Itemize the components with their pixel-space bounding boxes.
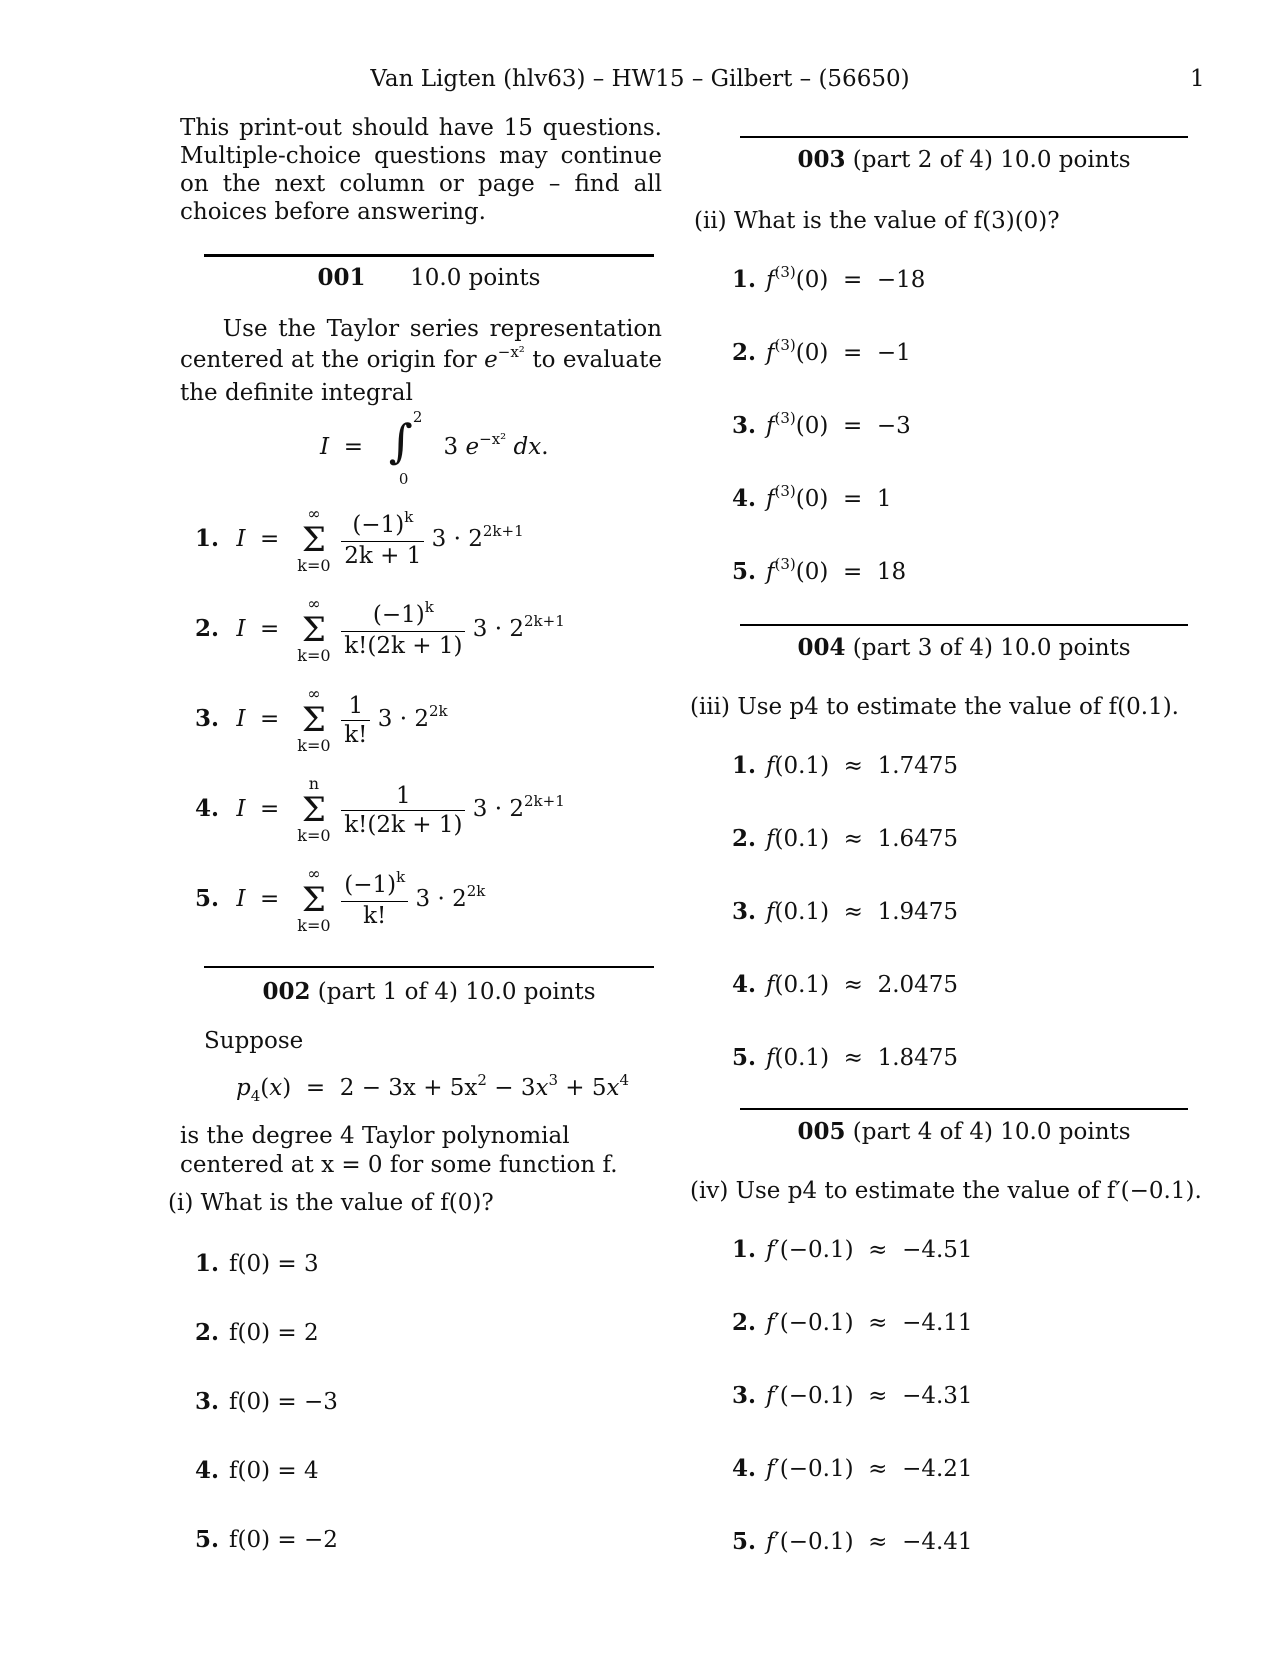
q001-text-2: to evaluate the definite integral <box>180 347 662 406</box>
q002-choice-5[interactable]: 5. f(0) = −2 <box>195 1526 338 1553</box>
q002-desc: is the degree 4 Taylor polynomial centered at x = 0 for some function f. <box>180 1123 618 1178</box>
q005-choice-5[interactable]: 5. f′(−0.1) ≈ −4.41 <box>732 1528 973 1555</box>
q001-choice-1[interactable]: 1. I = ∞ Σ k=0 $\frac{(-1)^k}{2k + 1}$ $3 \cdot 2^{2k+1}$ <box>195 504 524 575</box>
q004-choice-3[interactable]: 3. f(0.1) ≈ 1.9475 <box>732 898 959 925</box>
q002-choice-3[interactable]: 3. f(0) = −3 <box>195 1388 338 1415</box>
q004-choice-2[interactable]: 2. f(0.1) ≈ 1.6475 <box>732 825 959 852</box>
q005-question: (iv) Use p4 to estimate the value of f′(−0.1). <box>690 1178 1202 1204</box>
q001-choice-5[interactable]: 5. I = ∞ Σ k=0 $\frac{(-1)^k}{k!}$ $3 \cdot 2^{2k}$ <box>195 864 486 935</box>
q002-suppose: Suppose <box>204 1028 304 1054</box>
q005-number: 005 <box>797 1118 846 1145</box>
q004-question: (iii) Use p4 to estimate the value of f(0.1). <box>690 694 1179 720</box>
q002-part: (part 1 of 4) 10.0 points <box>317 979 596 1005</box>
q002-header <box>204 978 654 1005</box>
q002-number: 002 <box>262 978 311 1005</box>
q004-part: (part 3 of 4) 10.0 points <box>852 635 1131 661</box>
q002-choice-4[interactable]: 4. f(0) = 4 <box>195 1457 319 1484</box>
q001-number: 001 <box>317 264 366 291</box>
q001-text: Use the Taylor series representation centered at the origin for $e^{-x^2}$ to evaluate the definite integral <box>180 316 662 406</box>
q003-choice-1[interactable]: 1. $f^{(3)}(0) = -18$ <box>732 263 926 293</box>
q001-text-1: Use the Taylor series representation centered at the origin for <box>180 316 662 373</box>
header-title: Van Ligten (hlv63) – HW15 – Gilbert – (56650) <box>370 66 910 92</box>
q001-header <box>204 264 654 291</box>
q004-choice-4[interactable]: 4. f(0.1) ≈ 2.0475 <box>732 971 959 998</box>
q005-choice-4[interactable]: 4. f′(−0.1) ≈ −4.21 <box>732 1455 973 1482</box>
intro-text: This print-out should have 15 questions. Multiple-choice questions may continue on the next column or page – find all choices before answering. <box>180 115 662 225</box>
q001-points: 10.0 points <box>410 265 541 291</box>
q003-header <box>740 146 1188 173</box>
q004-number: 004 <box>797 634 846 661</box>
q004-header <box>740 634 1188 661</box>
q001-choice-2[interactable]: 2. I = ∞ Σ k=0 $\frac{(-1)^k}{k!(2k + 1)}$ $3 \cdot 2^{2k+1}$ <box>195 594 565 665</box>
q003-number: 003 <box>797 146 846 173</box>
q003-question: (ii) What is the value of f(3)(0)? <box>694 208 1060 234</box>
q002-choice-1[interactable]: 1. f(0) = 3 <box>195 1250 319 1277</box>
q003-choice-5[interactable]: 5. $f^{(3)}(0) = 18$ <box>732 555 907 585</box>
q002-rule <box>204 966 654 968</box>
page-number: 1 <box>1190 66 1205 92</box>
q003-choice-2[interactable]: 2. $f^{(3)}(0) = -1$ <box>732 336 911 366</box>
q005-header <box>740 1118 1188 1145</box>
q005-part: (part 4 of 4) 10.0 points <box>852 1119 1131 1145</box>
q001-choice-3[interactable]: 3. I = ∞ Σ k=0 $\frac{1}{k!}$ $3 \cdot 2^{2k}$ <box>195 684 448 755</box>
q005-rule <box>740 1108 1188 1110</box>
q005-choice-3[interactable]: 3. f′(−0.1) ≈ −4.31 <box>732 1382 973 1409</box>
q004-choice-5[interactable]: 5. f(0.1) ≈ 1.8475 <box>732 1044 959 1071</box>
q001-choice-4[interactable]: 4. I = n Σ k=0 $\frac{1}{k!(2k + 1)}$ $3 \cdot 2^{2k+1}$ <box>195 774 565 845</box>
q002-polynomial: $p_4(x) = 2 - 3x + 5x^2 - 3x^3 + 5x^4$ <box>236 1071 630 1105</box>
page-header <box>300 66 980 92</box>
q003-rule <box>740 136 1188 138</box>
q004-choice-1[interactable]: 1. f(0.1) ≈ 1.7475 <box>732 752 959 779</box>
q005-choice-2[interactable]: 2. f′(−0.1) ≈ −4.11 <box>732 1309 973 1336</box>
q001-rule <box>204 254 654 257</box>
q001-integral: I = ∫ 2 0 3 $e^{-x^2}$ dx. <box>320 408 549 488</box>
q002-choice-2[interactable]: 2. f(0) = 2 <box>195 1319 319 1346</box>
q002-question: (i) What is the value of f(0)? <box>168 1190 494 1216</box>
q004-rule <box>740 624 1188 626</box>
q003-choice-3[interactable]: 3. $f^{(3)}(0) = -3$ <box>732 409 911 439</box>
q002-poly: 2 − 3x + 5x <box>339 1075 478 1101</box>
q003-part: (part 2 of 4) 10.0 points <box>852 147 1131 173</box>
q005-choice-1[interactable]: 1. f′(−0.1) ≈ −4.51 <box>732 1236 973 1263</box>
q003-choice-4[interactable]: 4. $f^{(3)}(0) = 1$ <box>732 482 892 512</box>
